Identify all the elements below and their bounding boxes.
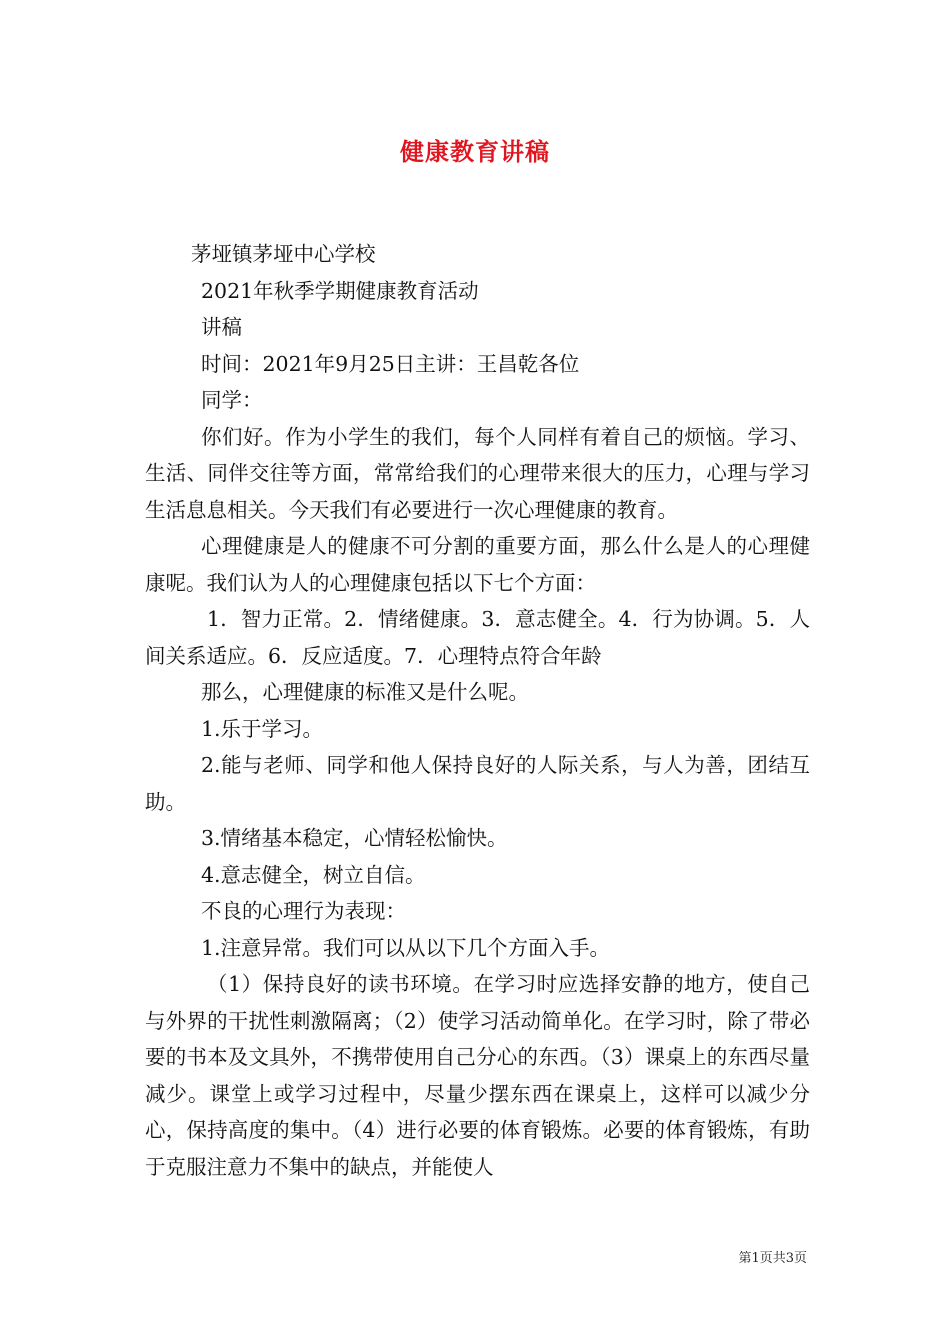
activity-line: 2021年秋季学期健康教育活动 [201,278,479,303]
school-name-line: 茅垭镇茅垭中心学校 [191,242,376,266]
standard-item-2: 2.能与老师、同学和他人保持良好的人际关系，与人为善，团结互助。 [145,753,810,814]
standard-item-1: 1.乐于学习。 [201,716,324,741]
bad-behavior-item-1: 1.注意异常。我们可以从以下几个方面入手。 [201,935,611,960]
bad-behavior-heading: 不良的心理行为表现： [201,899,406,923]
document-title: 健康教育讲稿 [400,138,550,166]
speech-label-line: 讲稿 [201,315,242,339]
standard-item-3: 3.情绪基本稳定，心情轻松愉快。 [201,826,508,850]
intro-paragraph: 你们好。作为小学生的我们，每个人同样有着自己的烦恼。学习、生活、同伴交往等方面，常常给我们的心理带来很大的压力，心理与学习生活息息相关。今天我们有必要进行一次心理健康的教育。 [145,424,810,522]
standard-question-paragraph: 那么，心理健康的标准又是什么呢。 [201,680,529,704]
attention-tips-paragraph: （1）保持良好的读书环境。在学习时应选择安静的地方，使自己与外界的干扰性刺激隔离；（2）使学习活动简单化。在学习时，除了带必要的书本及文具外，不携带使用自己分心的东西。（3）课桌上的东西尽量减少。课堂上或学习过程中，尽量少摆东西在课桌上，这样可以减少分心，保持高度的集中。（4）进行必要的体育锻炼。必要的体育锻炼，有助于克服注意力不集中的缺点，并能使人 [145,972,810,1179]
standard-item-4: 4.意志健全，树立自信。 [201,862,426,887]
mental-health-paragraph: 心理健康是人的健康不可分割的重要方面，那么什么是人的心理健康呢。我们认为人的心理健康包括以下七个方面： [145,534,810,595]
document-body [145,236,810,1185]
page-number: 第1页共3页 [738,1251,807,1266]
time-speaker-line: 时间：2021年9月25日主讲：王昌乾各位 [201,351,580,376]
seven-aspects-paragraph: 1．智力正常。2．情绪健康。3．意志健全。4．行为协调。5．人间关系适应。6．反应适度。7．心理特点符合年龄 [145,607,810,668]
greeting-line: 同学： [201,388,263,412]
